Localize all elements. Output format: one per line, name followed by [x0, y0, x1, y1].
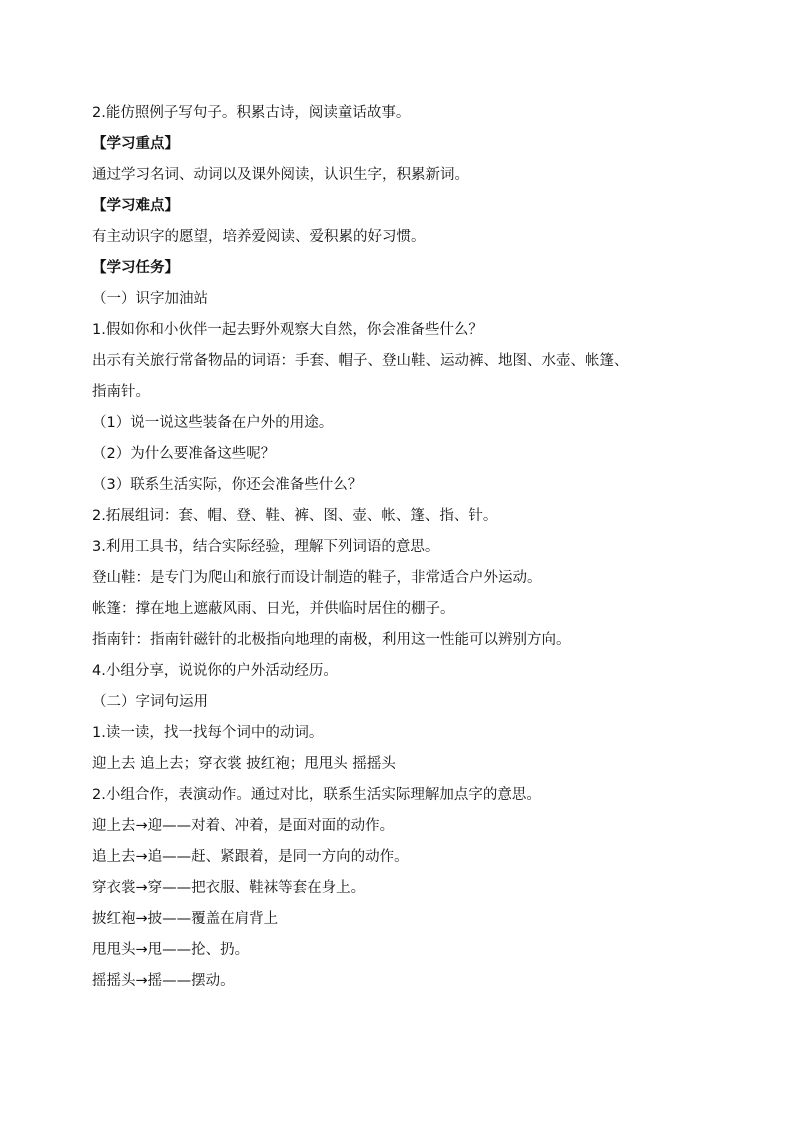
subsection-heading-literacy: （一）识字加油站 [92, 291, 208, 307]
word-list-line: 迎上去 追上去；穿衣裳 披红袍；甩甩头 摇摇头 [92, 756, 396, 772]
task-item: 2.小组合作，表演动作。通过对比，联系生活实际理解加点字的意思。 [92, 787, 541, 803]
verb-explanation-line: 追上去→追——赶、紧跟着，是同一方向的动作。 [92, 849, 409, 865]
verb-explanation-line: 甩甩头→甩——抡、扔。 [92, 942, 250, 958]
verb-explanation-line: 迎上去→迎——对着、冲着，是面对面的动作。 [92, 818, 395, 834]
sub-question: （1）说一说这些装备在户外的用途。 [92, 415, 334, 431]
definition-line: 登山鞋：是专门为爬山和旅行而设计制造的鞋子，非常适合户外运动。 [92, 570, 542, 586]
section-heading-key-points: 【学习重点】 [92, 136, 179, 152]
verb-explanation-line: 穿衣裳→穿——把衣服、鞋袜等套在身上。 [92, 880, 366, 896]
subsection-heading-word-usage: （二）字词句运用 [92, 694, 208, 710]
section-heading-difficulties: 【学习难点】 [92, 198, 179, 214]
definition-line: 帐篷：撑在地上遮蔽风雨、日光，并供临时居住的棚子。 [92, 601, 455, 617]
document-body [92, 98, 712, 997]
definition-line: 指南针：指南针磁针的北极指向地理的南极，利用这一性能可以辨别方向。 [92, 632, 571, 648]
objective-line: 2.能仿照例子写句子。积累古诗，阅读童话故事。 [92, 105, 411, 121]
paragraph-line: 指南针。 [92, 384, 150, 400]
task-item: 2.拓展组词：套、帽、登、鞋、裤、图、壶、帐、篷、指、针。 [92, 508, 498, 524]
task-item: 1.读一读，找一找每个词中的动词。 [92, 725, 324, 741]
section-heading-tasks: 【学习任务】 [92, 260, 179, 276]
difficulties-text: 有主动识字的愿望，培养爱阅读、爱积累的好习惯。 [92, 229, 426, 245]
paragraph-line: 出示有关旅行常备物品的词语：手套、帽子、登山鞋、运动裤、地图、水壶、帐篷、 [92, 353, 629, 369]
key-points-text: 通过学习名词、动词以及课外阅读，认识生字，积累新词。 [92, 167, 469, 183]
task-item: 1.假如你和小伙伴一起去野外观察大自然，你会准备些什么？ [92, 322, 483, 338]
task-item: 4.小组分享，说说你的户外活动经历。 [92, 663, 338, 679]
sub-question: （3）联系生活实际，你还会准备些什么？ [92, 477, 363, 493]
sub-question: （2）为什么要准备这些呢？ [92, 446, 276, 462]
task-item: 3.利用工具书，结合实际经验，理解下列词语的意思。 [92, 539, 440, 555]
verb-explanation-line: 披红袍→披——覆盖在肩背上 [92, 911, 279, 927]
verb-explanation-line: 摇摇头→摇——摆动。 [92, 973, 235, 989]
